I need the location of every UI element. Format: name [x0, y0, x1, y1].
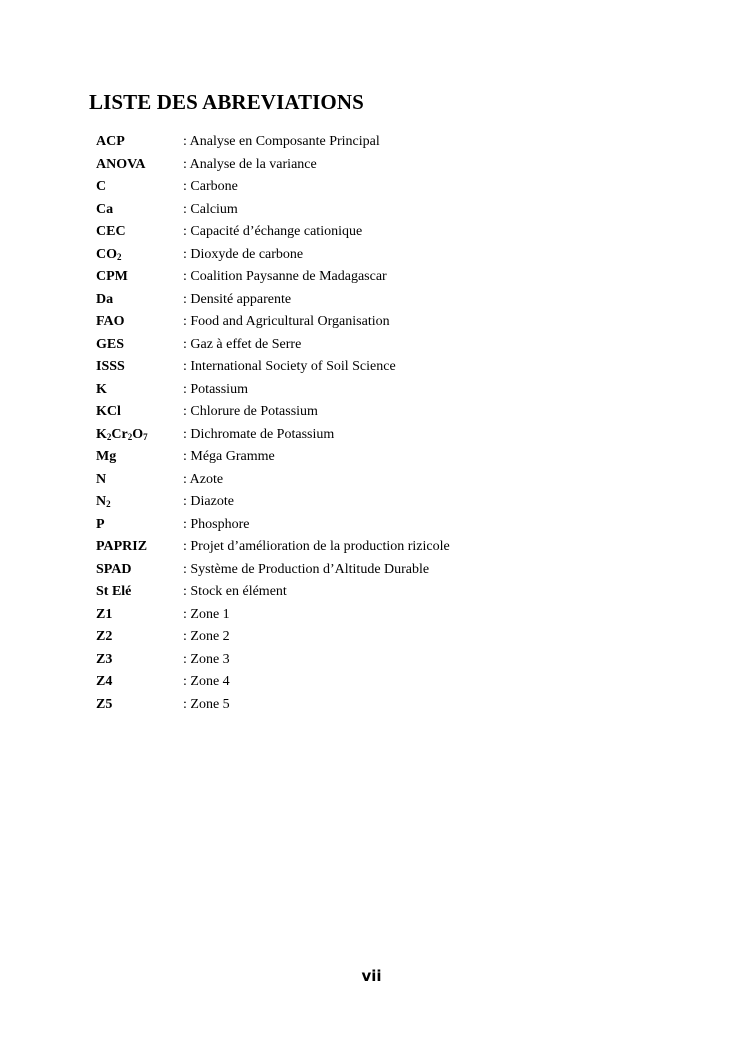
abbreviation-row: [96, 176, 450, 199]
term-text: CO: [96, 246, 117, 262]
abbreviation-definition: : International Society of Soil Science: [183, 359, 396, 374]
abbreviation-term: Z3: [96, 651, 113, 667]
abbreviation-row: [96, 266, 450, 289]
abbreviation-definition: : Dichromate de Potassium: [183, 426, 335, 442]
abbreviation-row: [96, 581, 450, 604]
abbreviation-row: [96, 469, 450, 492]
abbreviation-list: [96, 131, 450, 716]
abbreviation-row: [96, 424, 450, 447]
abbreviation-term: Z4: [96, 674, 113, 689]
abbreviation-row: [96, 131, 450, 154]
abbreviation-row: [96, 671, 450, 694]
abbreviation-definition: : Stock en élément: [183, 584, 287, 599]
term-subscript: 2: [106, 499, 111, 509]
abbreviation-definition: : Projet d’amélioration de la production rizicole: [183, 539, 450, 554]
abbreviation-term: SPAD: [96, 561, 132, 577]
abbreviation-row: [96, 221, 450, 244]
abbreviation-term: ANOVA: [96, 156, 146, 172]
abbreviation-row: [96, 491, 450, 514]
page-title: LISTE DES ABREVIATIONS: [89, 90, 364, 114]
abbreviation-definition: : Zone 2: [183, 629, 230, 644]
term-subscript: 2: [117, 251, 122, 262]
abbreviation-term: KCl: [96, 404, 121, 419]
abbreviation-definition: : Coalition Paysanne de Madagascar: [183, 269, 387, 284]
abbreviation-definition: : Carbone: [183, 179, 238, 194]
abbreviation-term: St Elé: [96, 584, 132, 599]
abbreviation-term: Da: [96, 291, 114, 307]
abbreviation-definition: : Capacité d’échange cationique: [183, 224, 363, 239]
abbreviation-definition: : Calcium: [183, 201, 238, 217]
abbreviation-term: FAO: [96, 314, 125, 329]
abbreviation-definition: : Système de Production d’Altitude Durable: [183, 561, 430, 577]
term-subscript: 2: [106, 431, 112, 442]
abbreviation-term: Mg: [96, 449, 117, 464]
abbreviation-definition: : Densité apparente: [183, 291, 292, 307]
page-number: [0, 967, 745, 985]
abbreviation-row: [96, 244, 450, 267]
abbreviation-row: [96, 401, 450, 424]
abbreviation-term: C: [96, 179, 107, 194]
abbreviation-term: PAPRIZ: [96, 539, 148, 554]
abbreviation-definition: : Phosphore: [183, 516, 250, 532]
abbreviation-definition: : Diazote: [183, 494, 234, 509]
abbreviation-definition: : Méga Gramme: [183, 449, 275, 464]
abbreviation-term: [96, 491, 183, 514]
abbreviation-definition: : Analyse de la variance: [183, 156, 317, 172]
abbreviation-row: [96, 199, 450, 222]
abbreviation-term: ACP: [96, 134, 125, 149]
abbreviation-term: GES: [96, 336, 125, 352]
abbreviation-definition: : Food and Agricultural Organisation: [183, 314, 390, 329]
abbreviation-row: [96, 356, 450, 379]
term-subscript: 2: [127, 431, 133, 442]
term-text: K: [96, 426, 107, 442]
abbreviation-definition: : Dioxyde de carbone: [183, 246, 304, 262]
abbreviation-definition: : Chlorure de Potassium: [183, 404, 318, 419]
abbreviation-term: ISSS: [96, 359, 125, 374]
abbreviation-row: [96, 694, 450, 717]
term-subscript: 7: [143, 431, 148, 442]
term-text: O: [132, 426, 144, 442]
abbreviation-row: [96, 536, 450, 559]
abbreviation-definition: : Zone 4: [183, 674, 230, 689]
abbreviation-definition: : Zone 1: [183, 606, 230, 622]
abbreviation-row: [96, 379, 450, 402]
abbreviation-term: K: [96, 381, 107, 397]
abbreviation-definition: : Analyse en Composante Principal: [183, 134, 380, 149]
abbreviation-term: Z5: [96, 696, 113, 712]
abbreviation-row: [96, 289, 450, 312]
abbreviation-row: [96, 334, 450, 357]
abbreviation-row: [96, 154, 450, 177]
abbreviation-row: [96, 649, 450, 672]
abbreviation-row: [96, 626, 450, 649]
abbreviation-term: CPM: [96, 269, 128, 284]
abbreviation-row: [96, 446, 450, 469]
abbreviation-term: [96, 244, 183, 267]
abbreviation-term: CEC: [96, 224, 126, 239]
abbreviation-row: [96, 514, 450, 537]
abbreviation-definition: : Azote: [183, 471, 224, 487]
page-number-text: vii: [361, 967, 382, 985]
abbreviation-term: Ca: [96, 201, 114, 217]
abbreviation-term: Z1: [96, 606, 113, 622]
term-text: Cr: [111, 426, 128, 442]
abbreviation-row: [96, 559, 450, 582]
term-text: N: [96, 494, 107, 509]
abbreviation-definition: : Gaz à effet de Serre: [183, 336, 302, 352]
abbreviation-definition: : Zone 5: [183, 696, 230, 712]
abbreviation-term: P: [96, 516, 105, 532]
abbreviation-row: [96, 604, 450, 627]
abbreviation-term: N: [96, 471, 107, 487]
abbreviation-definition: : Zone 3: [183, 651, 230, 667]
abbreviation-row: [96, 311, 450, 334]
abbreviation-term: [96, 424, 183, 447]
abbreviation-definition: : Potassium: [183, 381, 248, 397]
abbreviation-term: Z2: [96, 629, 113, 644]
